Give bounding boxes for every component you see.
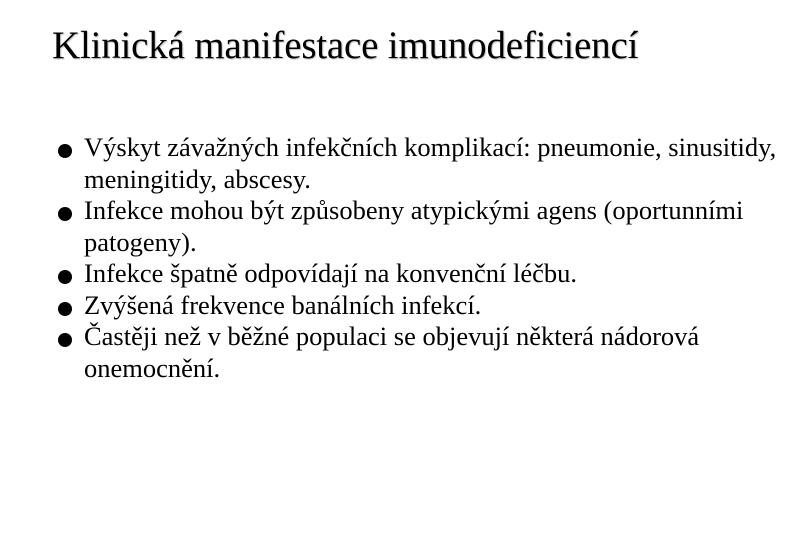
bullet-icon bbox=[58, 302, 72, 316]
bullet-text: Infekce mohou být způsobeny atypickými agens (oportunními patogeny). bbox=[84, 195, 744, 257]
bullet-text: Výskyt závažných infekčních komplikací: pneumonie, sinusitidy, meningitidy, abscesy. bbox=[84, 132, 777, 194]
bullet-item-5 bbox=[62, 321, 782, 384]
bullet-text: Častěji než v běžné populaci se objevují některá nádorová onemocnění. bbox=[84, 321, 700, 383]
bullet-icon bbox=[58, 270, 72, 284]
bullet-item-3 bbox=[62, 258, 782, 290]
bullet-text: Zvýšená frekvence banálních infekcí. bbox=[84, 289, 482, 320]
bullet-item-2 bbox=[62, 195, 782, 258]
bullet-icon bbox=[58, 144, 72, 158]
bullet-icon bbox=[58, 207, 72, 221]
bullet-text: Infekce špatně odpovídají na konvenční léčbu. bbox=[84, 258, 578, 288]
bullet-item-1 bbox=[62, 132, 782, 195]
bullet-list bbox=[62, 132, 782, 384]
bullet-icon bbox=[58, 333, 72, 347]
slide-title: Klinická manifestace imunodeficiencí bbox=[52, 24, 639, 67]
bullet-item-4 bbox=[62, 290, 782, 322]
